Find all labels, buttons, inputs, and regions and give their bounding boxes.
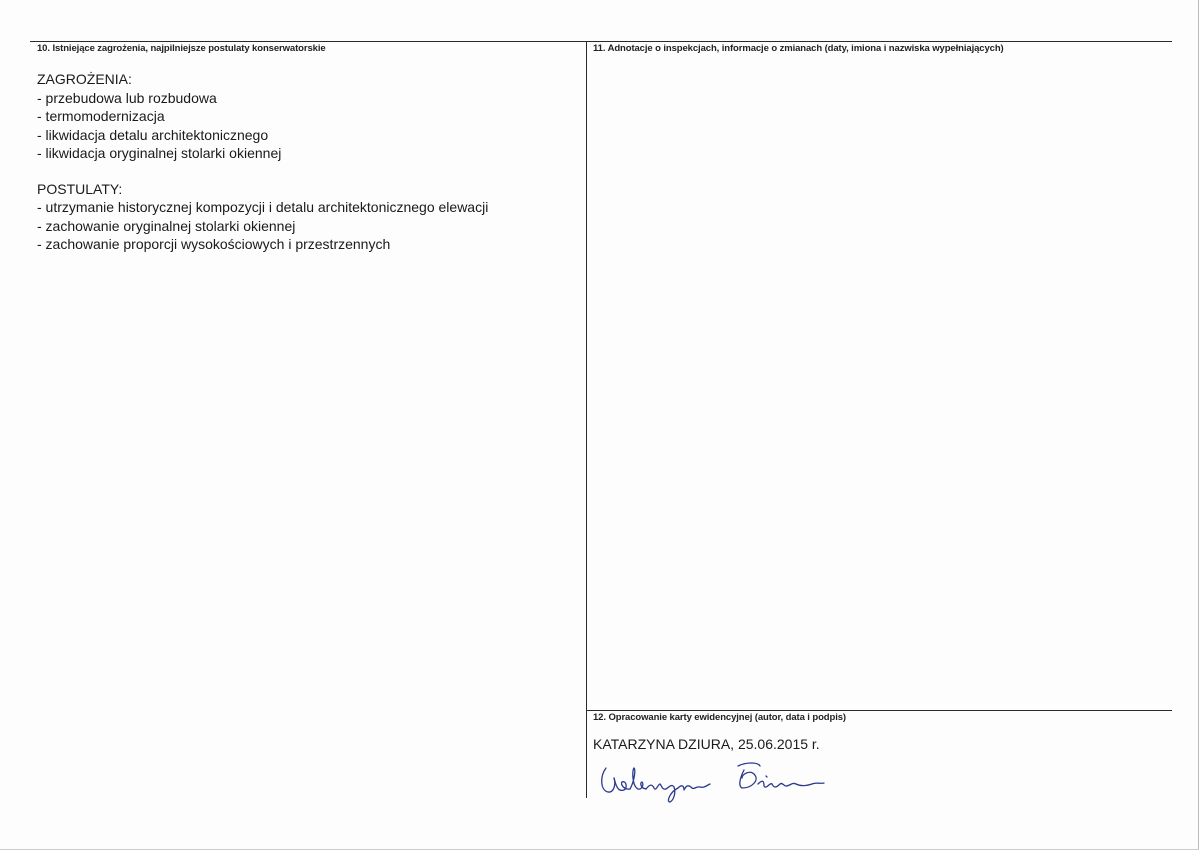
threat-item: - likwidacja detalu architektonicznego <box>37 126 269 143</box>
top-rule-right <box>586 41 1172 42</box>
threat-item: - przebudowa lub rozbudowa <box>37 89 217 106</box>
postulates-group <box>37 180 577 254</box>
threat-item: - termomodernizacja <box>37 108 165 124</box>
author-date-line: KATARZYNA DZIURA, 25.06.2015 r. <box>593 736 820 752</box>
section-10-content <box>37 70 577 271</box>
section-11-header: 11. Adnotacje o inspekcjach, informacje o zmianach (daty, imiona i nazwiska wypełniających) <box>593 43 1004 54</box>
postulates-heading: POSTULATY: <box>37 180 123 197</box>
section-10-header: 10. Istniejące zagrożenia, najpilniejsze postulaty konserwatorskie <box>37 43 326 54</box>
column-divider <box>586 41 587 798</box>
threat-item: - likwidacja oryginalnej stolarki okiennej <box>37 145 282 161</box>
section-12-header: 12. Opracowanie karty ewidencyjnej (autor, data i podpis) <box>593 712 846 723</box>
postulate-item: - zachowanie proporcji wysokościowych i przestrzennych <box>37 236 391 252</box>
top-rule-left <box>30 41 586 42</box>
threats-heading: ZAGROŻENIA: <box>37 71 132 87</box>
threats-group <box>37 70 577 163</box>
postulate-item: - zachowanie oryginalnej stolarki okiennej <box>37 217 296 234</box>
postulate-item: - utrzymanie historycznej kompozycji i detalu architektonicznego elewacji <box>37 199 489 215</box>
section-12-rule <box>586 710 1172 711</box>
handwritten-signature <box>596 756 836 806</box>
